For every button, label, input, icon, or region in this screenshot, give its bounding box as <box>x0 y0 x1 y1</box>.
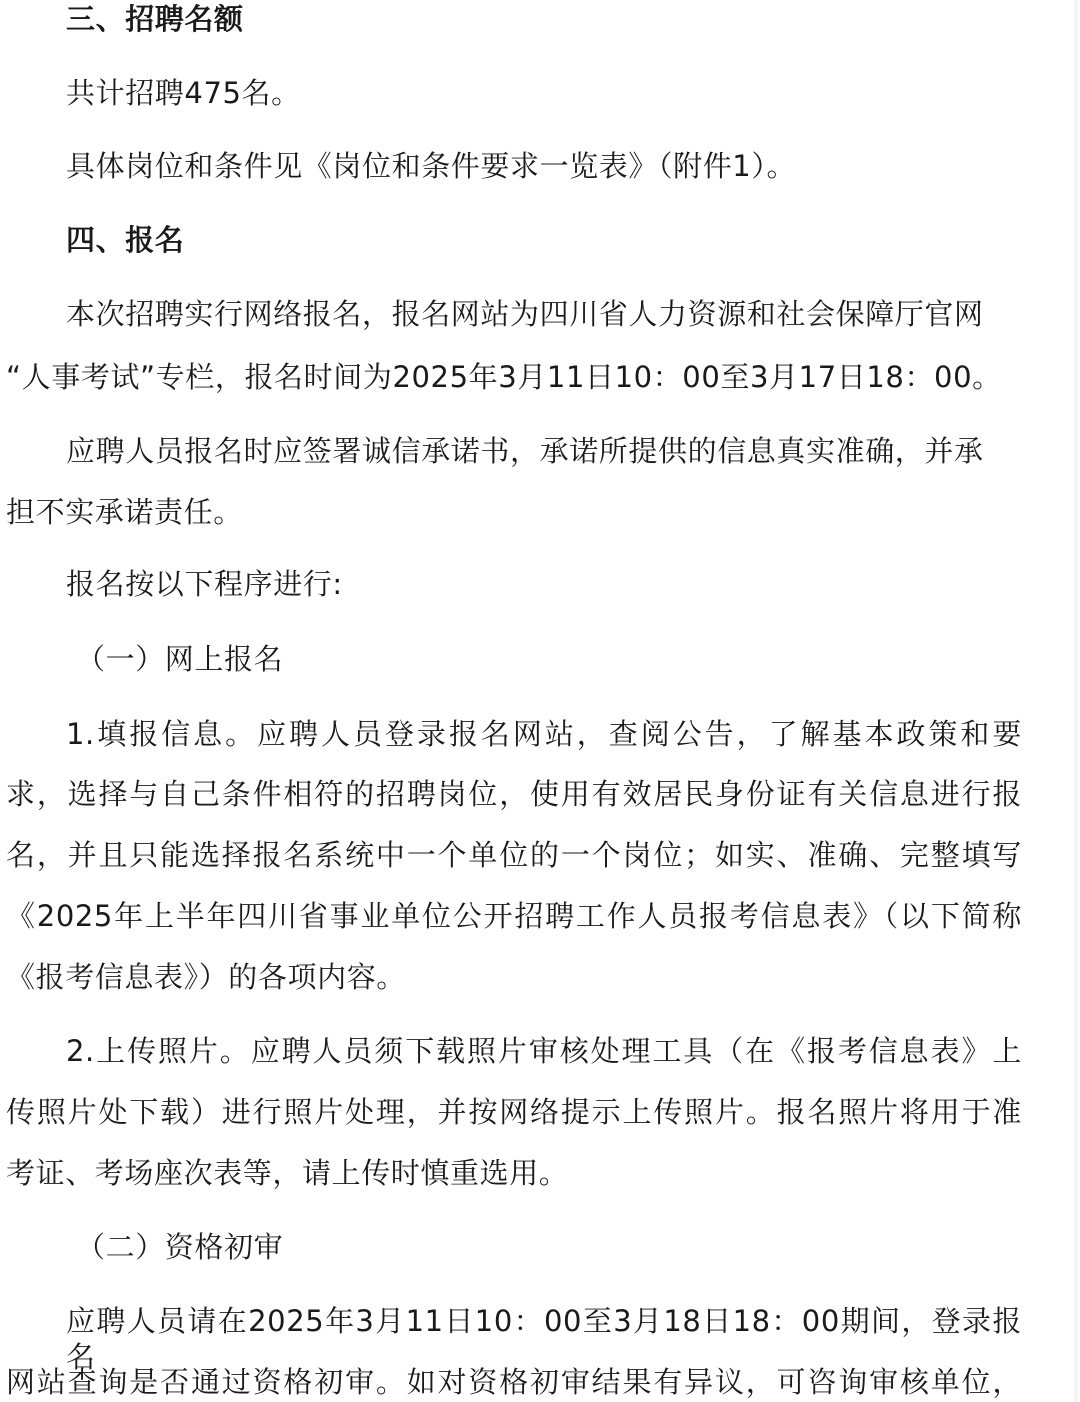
subsection-heading-online-registration: （一）网上报名 <box>76 642 284 676</box>
item-upload-photo-line-1: 2.上传照片。应聘人员须下载照片审核处理工具（在《报考信息表》上 <box>66 1034 1022 1068</box>
paragraph-review-line-1: 应聘人员请在2025年3月11日10：00至3月18日18：00期间，登录报名 <box>66 1304 1022 1374</box>
paragraph-procedure-intro: 报名按以下程序进行: <box>66 567 343 601</box>
paragraph-commitment-line-2: 担不实承诺责任。 <box>6 495 243 529</box>
item-fill-info-line-5: 《报考信息表》）的各项内容。 <box>6 960 406 994</box>
item-upload-photo-line-3: 考证、考场座次表等，请上传时慎重选用。 <box>6 1156 569 1190</box>
paragraph-quota-total: 共计招聘475名。 <box>66 76 301 110</box>
section-heading-registration: 四、报名 <box>66 223 185 257</box>
section-heading-quota: 三、招聘名额 <box>66 2 244 36</box>
paragraph-commitment-line-1: 应聘人员报名时应签署诚信承诺书，承诺所提供的信息真实准确，并承 <box>66 434 984 468</box>
item-upload-photo-line-2: 传照片处下载）进行照片处理，并按网络提示上传照片。报名照片将用于准 <box>6 1095 1022 1129</box>
vertical-scrollbar[interactable] <box>1074 0 1078 1402</box>
paragraph-registration-line-1: 本次招聘实行网络报名，报名网站为四川省人力资源和社会保障厅官网 <box>66 297 984 331</box>
item-fill-info-line-3: 名，并且只能选择报名系统中一个单位的一个岗位；如实、准确、完整填写 <box>6 838 1022 872</box>
item-fill-info-line-4: 《2025年上半年四川省事业单位公开招聘工作人员报考信息表》（以下简称 <box>6 899 1022 933</box>
paragraph-position-details: 具体岗位和条件见《岗位和条件要求一览表》（附件1）。 <box>66 149 797 183</box>
paragraph-registration-line-2: “人事考试”专栏，报名时间为2025年3月11日10：00至3月17日18：00。 <box>6 360 1002 394</box>
subsection-heading-qualification-review: （二）资格初审 <box>76 1230 284 1264</box>
item-fill-info-line-2: 求，选择与自己条件相符的招聘岗位，使用有效居民身份证有关信息进行报 <box>6 777 1022 811</box>
item-fill-info-line-1: 1.填报信息。应聘人员登录报名网站，查阅公告，了解基本政策和要 <box>66 717 1022 751</box>
paragraph-review-line-2: 网站查询是否通过资格初审。如对资格初审结果有异议，可咨询审核单位， <box>6 1365 1022 1399</box>
